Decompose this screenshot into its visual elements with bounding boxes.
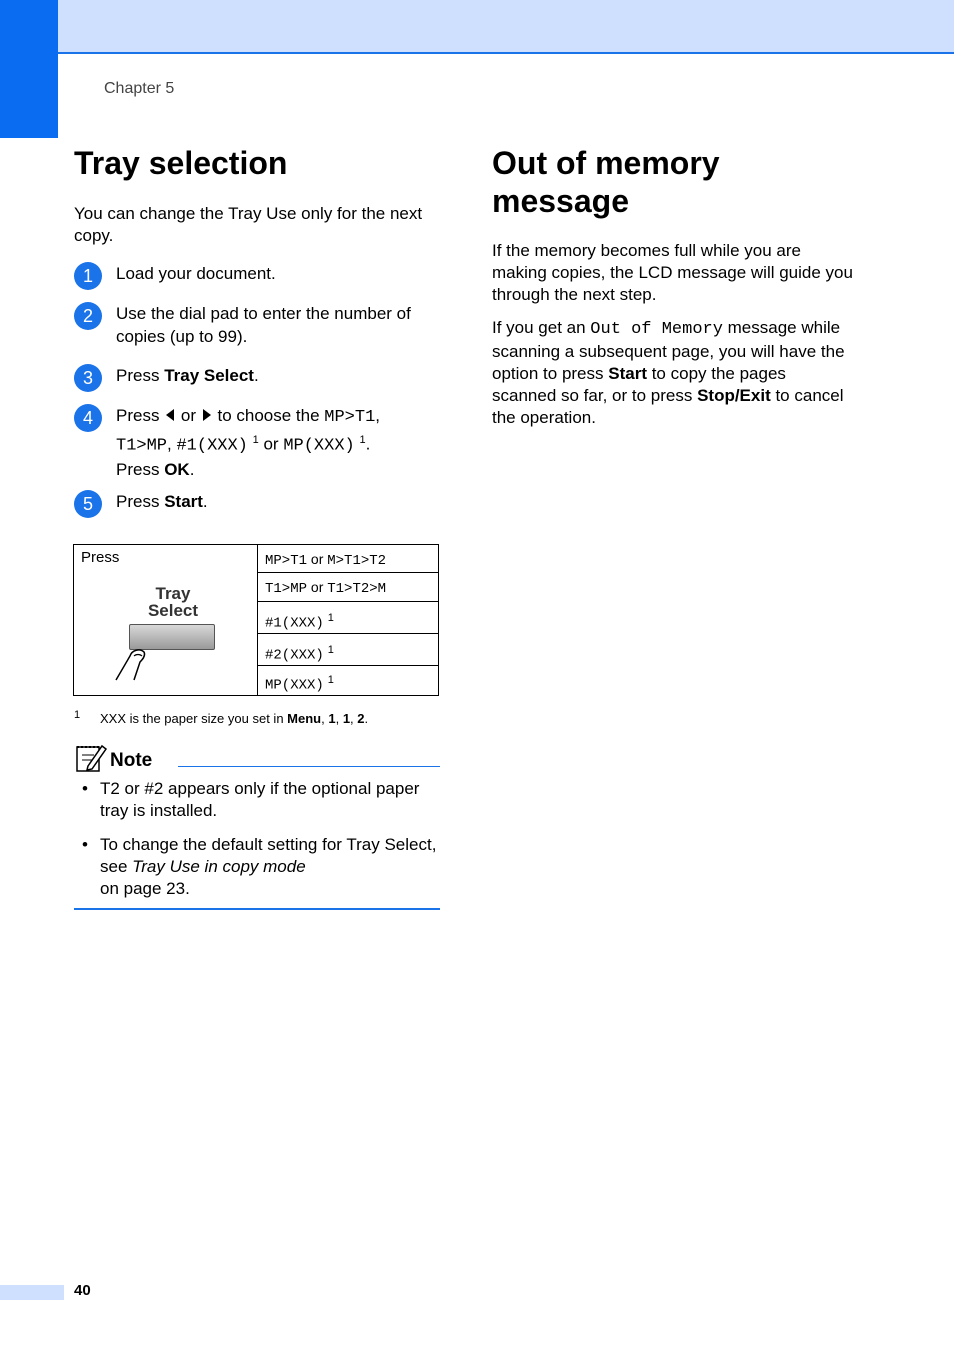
list-item: • To change the default setting for Tray Select, see Tray Use in copy mode on page 23. [82, 835, 437, 898]
tray-selection-heading: Tray selection [74, 145, 288, 181]
step-3: 3 Press Tray Select. [74, 364, 444, 404]
chapter-label: Chapter 5 [104, 80, 175, 97]
list-item: • T2 or #2 appears only if the optional paper tray is installed. [82, 779, 420, 820]
tray-selection-intro: You can change the Tray Use only for the next copy. [74, 204, 423, 245]
step-5: 5 Press Start. [74, 490, 444, 520]
out-of-memory-heading: Out of memory message [492, 145, 720, 219]
note-divider [74, 908, 440, 910]
ok-key-name: OK [164, 459, 190, 479]
step-number: 2 [74, 302, 102, 330]
table-row: T1>MP or T1>T2>M [258, 573, 438, 602]
table-row: MP(XXX) $^1$ [265, 674, 334, 694]
page-number: 40 [74, 1282, 91, 1299]
note-divider [178, 766, 440, 767]
finger-press-icon [112, 640, 152, 682]
start-key-name: Start [164, 492, 203, 511]
step-4: 4 Press or to choose the MP>T1, T1>MP, #1(XXX) $^1$ or MP(XXX) $^1$. Press OK. [74, 404, 444, 490]
step-1 [74, 262, 444, 302]
out-of-memory-para-1: If the memory becomes full while you are making copies, the LCD message will guide you through the next step. [492, 241, 853, 304]
table-row: MP>T1 or M>T1>T2 [258, 545, 438, 573]
press-key-cell [74, 545, 258, 695]
chapter-tab [0, 0, 58, 138]
press-label: Press [81, 549, 120, 566]
note-pencil-icon [74, 742, 108, 774]
step-2 [74, 302, 444, 364]
table-row: #2(XXX) $^1$ [258, 634, 438, 666]
step-number: 1 [74, 262, 102, 290]
cross-reference-link[interactable]: Tray Use in copy mode [132, 857, 306, 876]
step-number: 4 [74, 404, 102, 432]
tray-options-table [73, 544, 439, 696]
table-row: #1(XXX) $^1$ [258, 602, 438, 634]
right-arrow-icon [203, 409, 211, 421]
tray-select-key-label: Tray Select [147, 584, 199, 620]
out-of-memory-para-2: If you get an Out of Memory message while scanning a subsequent page, you will have the option to press Start to copy the pages scanned so far, or to press Stop/Exit to cancel the operation. [492, 318, 845, 427]
footnote-text: XXX is the paper size you set in Menu, 1, 1, 2. [100, 711, 369, 726]
steps-list [74, 262, 444, 520]
header-band [0, 0, 954, 54]
step-number: 5 [74, 490, 102, 518]
footer-band [0, 1285, 64, 1300]
note-list [82, 778, 442, 912]
tray-select-key-name: Tray Select [164, 366, 254, 385]
note-title: Note [110, 750, 153, 771]
left-arrow-icon [166, 409, 174, 421]
footnote-number: 1 [74, 709, 81, 721]
step-number: 3 [74, 364, 102, 392]
step-text: Use the dial pad to enter the number of copies (up to 99). [116, 304, 411, 346]
step-text: Load your document. [116, 264, 276, 283]
